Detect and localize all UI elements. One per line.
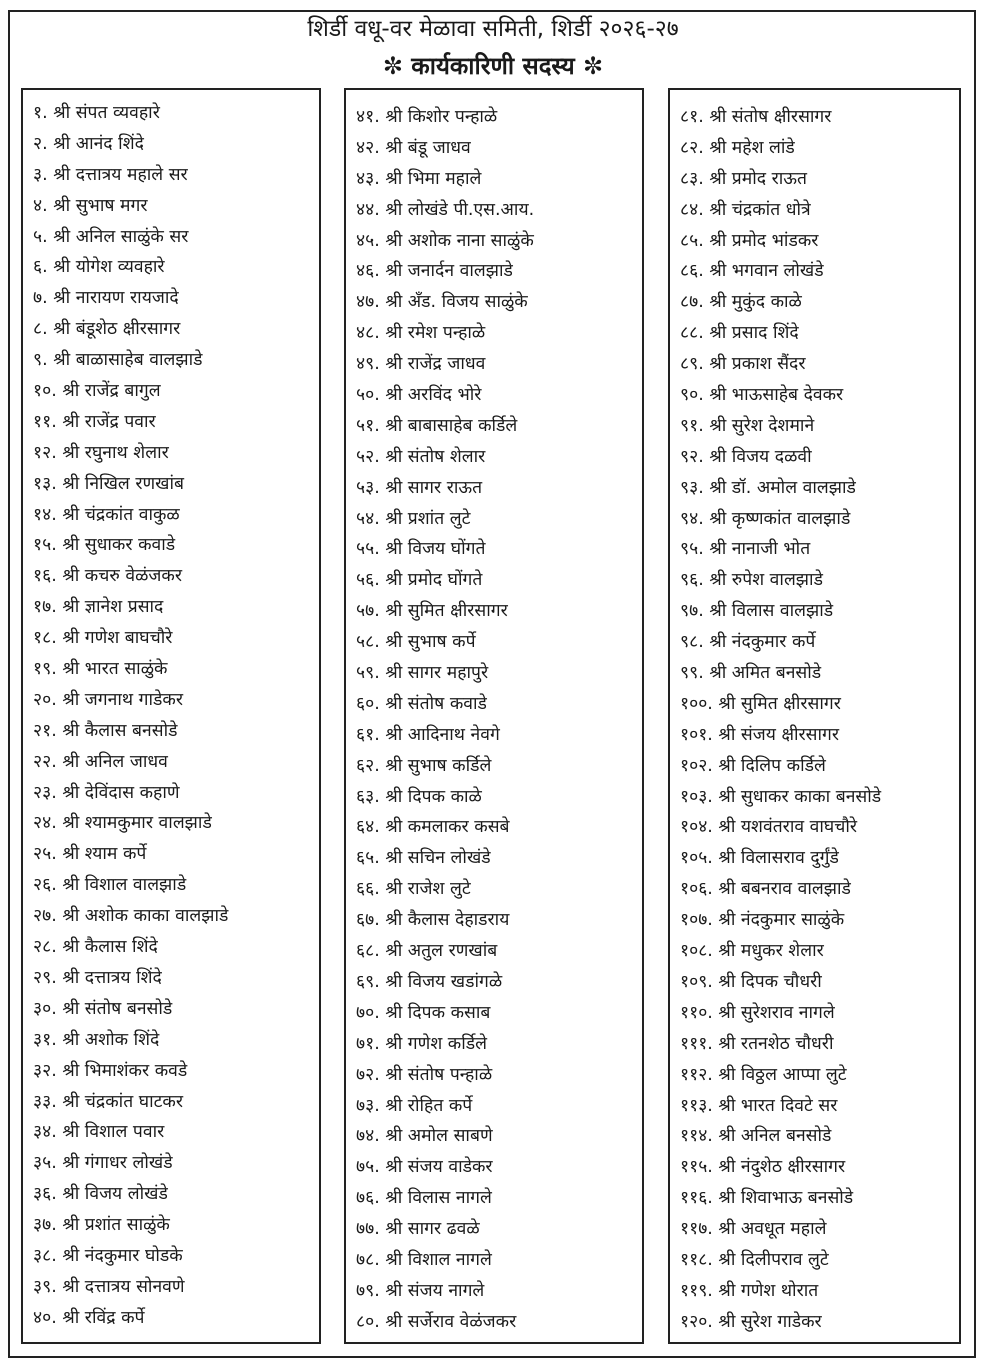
member-list-item: ३६. श्री विजय लोखंडे xyxy=(33,1184,168,1205)
member-list-item: १२. श्री रघुनाथ शेलार xyxy=(33,442,169,463)
member-list-item: ४२. श्री बंडू जाधव xyxy=(356,137,471,158)
member-list-item: ११. श्री राजेंद्र पवार xyxy=(33,411,156,432)
member-list-item: ९८. श्री नंदकुमार कर्पे xyxy=(680,632,816,653)
member-list-item: १५. श्री सुधाकर कवाडे xyxy=(33,535,176,556)
member-list-item: १११. श्री रतनशेठ चौधरी xyxy=(680,1033,834,1054)
member-list-item: ८२. श्री महेश लांडे xyxy=(680,137,795,158)
member-list-item: १६. श्री कचरु वेळंजकर xyxy=(33,566,183,587)
member-list-item: ७०. श्री दिपक कसाब xyxy=(356,1002,491,1023)
member-list-item: ३४. श्री विशाल पवार xyxy=(33,1122,165,1143)
member-list-item: ९७. श्री विलास वालझाडे xyxy=(680,601,834,622)
member-list-item: ५०. श्री अरविंद भोरे xyxy=(356,385,482,406)
members-column-3 xyxy=(668,88,961,1344)
member-list-item: १०२. श्री दिलिप कर्डिले xyxy=(680,755,826,776)
member-list-item: ९६. श्री रुपेश वालझाडे xyxy=(680,570,823,591)
member-list-item: ३७. श्री प्रशांत साळुंके xyxy=(33,1215,170,1236)
member-list-item: ६८. श्री अतुल रणखांब xyxy=(356,941,498,962)
member-list-item: १०७. श्री नंदकुमार साळुंके xyxy=(680,910,845,931)
member-list-item: ७१. श्री गणेश कर्डिले xyxy=(356,1033,487,1054)
member-list-item: ४७. श्री अँड. विजय साळुंके xyxy=(356,292,528,313)
member-list-item: ७७. श्री सागर ढवळे xyxy=(356,1219,480,1240)
member-list-item: १०४. श्री यशवंतराव वाघचौरे xyxy=(680,817,858,838)
member-list-item: २१. श्री कैलास बनसोडे xyxy=(33,720,178,741)
member-list-item: ४. श्री सुभाष मगर xyxy=(33,195,148,216)
member-list-item: १४. श्री चंद्रकांत वाकुळ xyxy=(33,504,180,525)
member-list-item: ९९. श्री अमित बनसोडे xyxy=(680,663,822,684)
member-list-item: ६६. श्री राजेश लुटे xyxy=(356,879,471,900)
member-list-item: ४१. श्री किशोर पन्हाळे xyxy=(356,107,498,127)
member-list-item: ५९. श्री सागर महापुरे xyxy=(356,663,489,684)
member-list-item: ९४. श्री कृष्णकांत वालझाडे xyxy=(680,508,851,529)
members-column-2 xyxy=(344,88,644,1344)
member-list-item: ९०. श्री भाऊसाहेब देवकर xyxy=(680,385,844,406)
member-list-item: ३२. श्री भिमाशंकर कवडे xyxy=(33,1060,188,1081)
member-list-item: ८०. श्री सर्जेराव वेळंजकर xyxy=(356,1311,517,1332)
member-list-item: ७४. श्री अमोल साबणे xyxy=(356,1126,493,1147)
member-list-item: ८७. श्री मुकुंद काळे xyxy=(680,292,802,313)
member-list-item: १०६. श्री बबनराव वालझाडे xyxy=(680,879,851,900)
member-list-item: ८४. श्री चंद्रकांत धोत्रे xyxy=(680,199,811,220)
member-list-item: २६. श्री विशाल वालझाडे xyxy=(33,875,187,896)
member-list-item: ११८. श्री दिलीपराव लुटे xyxy=(680,1249,829,1270)
member-list-item: ८. श्री बंडूशेठ क्षीरसागर xyxy=(33,319,181,340)
member-list-item: ४९. श्री राजेंद्र जाधव xyxy=(356,354,486,375)
member-list-item: ७. श्री नारायण रायजादे xyxy=(33,288,179,309)
member-list-item: २३. श्री देविंदास कहाणे xyxy=(33,782,180,803)
member-list-item: ८६. श्री भगवान लोखंडे xyxy=(680,261,824,282)
member-list-item: ७९. श्री संजय नागले xyxy=(356,1280,485,1301)
member-list-item: ५५. श्री विजय घोंगते xyxy=(356,539,486,560)
member-list-item: २९. श्री दत्तात्रय शिंदे xyxy=(33,967,162,988)
member-list-item: ९. श्री बाळासाहेब वालझाडे xyxy=(33,350,203,371)
member-list-item: ११२. श्री विठ्ठल आप्पा लुटे xyxy=(680,1064,847,1085)
member-list-item: ५. श्री अनिल साळुंके सर xyxy=(33,226,189,247)
member-list-item: ७६. श्री विलास नागले xyxy=(356,1188,492,1209)
member-list-item: ३३. श्री चंद्रकांत घाटकर xyxy=(33,1091,184,1112)
member-list-item: ११३. श्री भारत दिवटे सर xyxy=(680,1095,838,1116)
member-list-item: ३०. श्री संतोष बनसोडे xyxy=(33,998,173,1019)
member-list-item: ३१. श्री अशोक शिंदे xyxy=(33,1029,160,1050)
member-list-item: ९५. श्री नानाजी भोत xyxy=(680,539,811,560)
member-list-item: १०५. श्री विलासराव दुर्गुंडे xyxy=(680,848,839,869)
member-list-item: ५३. श्री सागर राऊत xyxy=(356,477,483,498)
member-list-item: ६०. श्री संतोष कवाडे xyxy=(356,693,487,714)
member-list-item: ३८. श्री नंदकुमार घोडके xyxy=(33,1245,183,1266)
member-list-item: ५४. श्री प्रशांत लुटे xyxy=(356,508,471,529)
member-list-item: ८८. श्री प्रसाद शिंदे xyxy=(680,323,799,344)
member-list-item: ६. श्री योगेश व्यवहारे xyxy=(33,257,165,278)
member-list-item: ९१. श्री सुरेश देशमाने xyxy=(680,415,815,436)
member-list-item: १०९. श्री दिपक चौधरी xyxy=(680,971,822,992)
member-list-item: ७८. श्री विशाल नागले xyxy=(356,1249,492,1270)
member-list-item: ६७. श्री कैलास देहाडराय xyxy=(356,910,510,931)
member-list-item: १०. श्री राजेंद्र बागुल xyxy=(33,381,161,402)
member-list-item: ६५. श्री सचिन लोखंडे xyxy=(356,848,491,869)
member-list-item: ६४. श्री कमलाकर कसबे xyxy=(356,817,510,838)
member-list-item: ११०. श्री सुरेशराव नागले xyxy=(680,1002,835,1023)
member-list-item: ४४. श्री लोखंडे पी.एस.आय. xyxy=(356,199,535,220)
member-list-item: २०. श्री जगनाथ गाडेकर xyxy=(33,689,183,710)
member-list-item: ११४. श्री अनिल बनसोडे xyxy=(680,1126,832,1147)
member-list-item: ७३. श्री रोहित कर्पे xyxy=(356,1095,473,1116)
member-list-item: ३५. श्री गंगाधर लोखंडे xyxy=(33,1153,173,1174)
member-list-item: ८१. श्री संतोष क्षीरसागर xyxy=(680,107,832,127)
member-list-item: १०८. श्री मधुकर शेलार xyxy=(680,941,824,962)
member-list-item: १००. श्री सुमित क्षीरसागर xyxy=(680,693,841,714)
member-list-item: ९३. श्री डॉ. अमोल वालझाडे xyxy=(680,477,856,498)
member-list-item: ७२. श्री संतोष पन्हाळे xyxy=(356,1064,493,1085)
member-list-item: ६९. श्री विजय खडांगळे xyxy=(356,971,503,992)
member-list-item: ४५. श्री अशोक नाना साळुंके xyxy=(356,230,534,251)
member-list-item: ११६. श्री शिवाभाऊ बनसोडे xyxy=(680,1188,854,1209)
member-list-item: ५२. श्री संतोष शेलार xyxy=(356,446,486,467)
member-list-item: ५१. श्री बाबासाहेब कर्डिले xyxy=(356,415,518,436)
member-list-item: ८५. श्री प्रमोद भांडकर xyxy=(680,230,819,251)
member-list-item: ९२. श्री विजय दळवी xyxy=(680,446,812,467)
page-title: शिर्डी वधू-वर मेळावा समिती, शिर्डी २०२६-२७ xyxy=(307,16,679,42)
member-list-item: ४३. श्री भिमा महाले xyxy=(356,168,482,189)
member-list-item: २८. श्री कैलास शिंदे xyxy=(33,937,158,958)
member-list-item: ८९. श्री प्रकाश सैंदर xyxy=(680,354,806,375)
member-list-item: २७. श्री अशोक काका वालझाडे xyxy=(33,906,229,927)
member-list-item: ११९. श्री गणेश थोरात xyxy=(680,1280,819,1301)
member-list-item: १८. श्री गणेश बाघचौरे xyxy=(33,628,173,649)
member-list-item: ११५. श्री नंदुशेठ क्षीरसागर xyxy=(680,1157,846,1178)
member-list-item: १७. श्री ज्ञानेश प्रसाद xyxy=(33,597,164,618)
member-list-item: ६३. श्री दिपक काळे xyxy=(356,786,482,807)
member-list-item: २४. श्री श्यामकुमार वालझाडे xyxy=(33,813,212,834)
member-list-item: २. श्री आनंद शिंदे xyxy=(33,133,144,154)
member-list-item: २२. श्री अनिल जाधव xyxy=(33,751,168,772)
page-subtitle: ✼ कार्यकारिणी सदस्य ✼ xyxy=(382,52,604,80)
member-list-item: १०३. श्री सुधाकर काका बनसोडे xyxy=(680,786,882,807)
member-list-item: ६२. श्री सुभाष कर्डिले xyxy=(356,755,492,776)
members-column-1 xyxy=(21,88,321,1344)
member-list-item: ११७. श्री अवधूत महाले xyxy=(680,1219,827,1240)
member-list-item: ५६. श्री प्रमोद घोंगते xyxy=(356,570,483,591)
member-list-item: ५८. श्री सुभाष कर्पे xyxy=(356,632,476,653)
member-list-item: २५. श्री श्याम कर्पे xyxy=(33,844,147,865)
member-list-item: ४८. श्री रमेश पन्हाळे xyxy=(356,323,486,344)
member-list-item: १०१. श्री संजय क्षीरसागर xyxy=(680,724,840,745)
member-list-item: ३९. श्री दत्तात्रय सोनवणे xyxy=(33,1276,185,1297)
member-list-item: १२०. श्री सुरेश गाडेकर xyxy=(680,1311,822,1332)
member-list-item: १९. श्री भारत साळुंके xyxy=(33,659,168,680)
member-list-item: ३. श्री दत्तात्रय महाले सर xyxy=(33,164,188,185)
member-list-item: ४६. श्री जनार्दन वालझाडे xyxy=(356,261,513,282)
member-list-item: ४०. श्री रविंद्र कर्पे xyxy=(33,1307,145,1328)
member-list-item: ८३. श्री प्रमोद राऊत xyxy=(680,168,808,189)
member-list-item: ७५. श्री संजय वाडेकर xyxy=(356,1157,493,1178)
member-list-item: ५७. श्री सुमित क्षीरसागर xyxy=(356,601,508,622)
member-list-item: १. श्री संपत व्यवहारे xyxy=(33,103,160,123)
member-list-item: १३. श्री निखिल रणखांब xyxy=(33,473,184,494)
member-list-item: ६१. श्री आदिनाथ नेवगे xyxy=(356,724,500,745)
